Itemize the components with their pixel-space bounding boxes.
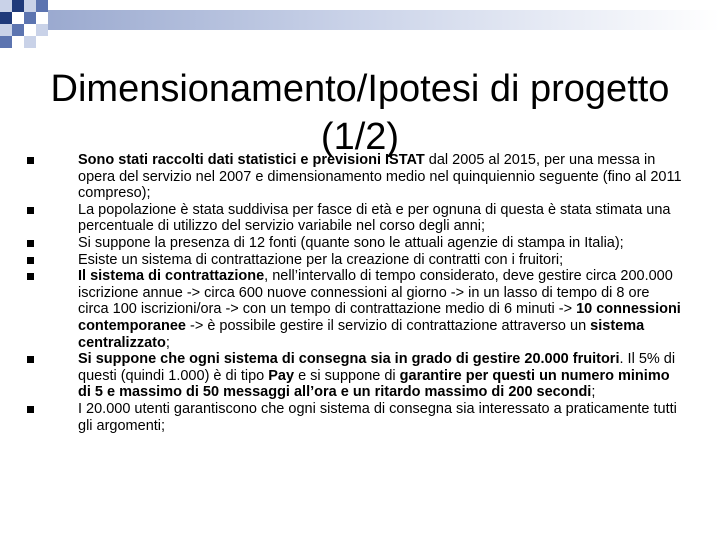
bold-text: Il sistema di contrattazione (78, 268, 265, 285)
slide-title-line-1: Dimensionamento/Ipotesi di progetto (50, 68, 670, 111)
square-bullet-icon (27, 240, 34, 247)
text: ; (165, 334, 170, 351)
text: iscrizione annue -> circa 600 nuove connessioni al giorno -> in un lasso di tempo di 8 ore (78, 284, 650, 301)
bullet-item (18, 202, 720, 235)
text: gli argomenti; (78, 417, 166, 434)
text: La popolazione è stata suddivisa per fasce di età e per ognuna di questa è stata stimata una (78, 201, 671, 218)
bold-text: contemporanee (78, 317, 186, 334)
bullet-text-line (78, 368, 720, 385)
text: . Il 5% di (619, 351, 676, 368)
square-bullet-icon (27, 157, 34, 164)
bullet-text-line (78, 185, 720, 202)
bold-text: Pay (268, 367, 295, 384)
bullet-text-line (78, 252, 720, 269)
bold-text: garantire per questi un numero minimo (399, 367, 670, 384)
bullet-item (18, 152, 720, 202)
bold-text: Si suppone che ogni sistema di consegna sia in grado di gestire 20.000 fruitori (78, 351, 620, 368)
text: compreso); (78, 185, 151, 202)
bullet-text-line (78, 285, 720, 302)
text: percentuale di utilizzo del servizio variabile nel corso degli anni; (78, 218, 486, 235)
square-bullet-icon (27, 257, 34, 264)
text: -> è possibile gestire il servizio di contrattazione attraverso un (185, 317, 591, 334)
square-bullet-icon (27, 356, 34, 363)
text: ; (591, 384, 596, 401)
bullet-text-line (78, 301, 720, 318)
bullet-text-line (78, 235, 720, 252)
bullet-text-line (78, 401, 720, 418)
square-bullet-icon (27, 406, 34, 413)
bullet-item (18, 351, 720, 401)
bullet-item (18, 235, 720, 252)
bold-text: sistema (590, 317, 645, 334)
bullet-text-line (78, 152, 720, 169)
text: e si suppone di (294, 367, 400, 384)
bold-text: centralizzato (78, 334, 166, 351)
bullet-text-line (78, 418, 720, 435)
text: , nell’intervallo di tempo considerato, deve gestire circa 200.000 (264, 268, 673, 285)
bullet-text-line (78, 169, 720, 186)
text: circa 100 iscrizioni/ora -> con un tempo di contrattazione medio di 6 minuti -> (78, 301, 577, 318)
bold-text: Sono stati raccolti dati statistici e previsioni ISTAT (78, 152, 425, 168)
bullet-text-line (78, 318, 720, 335)
bullet-text-line (78, 202, 720, 219)
text: Si suppone la presenza di 12 fonti (quante sono le attuali agenzie di stampa in Italia); (78, 234, 624, 251)
text: opera del servizio nel 2007 e dimensionamento medio nel quinquiennio seguente (fino al 2011 (78, 168, 682, 185)
bullet-text-line (78, 384, 720, 401)
header-checker-decoration (0, 0, 720, 60)
bullet-list (18, 152, 720, 434)
bold-text: 10 connessioni (576, 301, 681, 318)
bold-text: di 5 e massimo di 50 messaggi all’ora e un ritardo massimo di 200 secondi (78, 384, 592, 401)
square-bullet-icon (27, 207, 34, 214)
bullet-text-line (78, 351, 720, 368)
bullet-item (18, 401, 720, 434)
text: questi (quindi 1.000) è di tipo (78, 367, 269, 384)
text: I 20.000 utenti garantiscono che ogni sistema di consegna sia interessato a praticamente tutti (78, 400, 677, 417)
bullet-text-line (78, 218, 720, 235)
slide-title (0, 65, 720, 161)
text: Esiste un sistema di contrattazione per la creazione di contratti con i fruitori; (78, 251, 564, 268)
bullet-item (18, 252, 720, 269)
text: dal 2005 al 2015, per una messa in (424, 152, 656, 168)
bullet-item (18, 268, 720, 351)
bullet-text-line (78, 268, 720, 285)
bullet-text-line (78, 335, 720, 352)
square-bullet-icon (27, 273, 34, 280)
slide-title-line-2: (1/2) (320, 116, 400, 159)
